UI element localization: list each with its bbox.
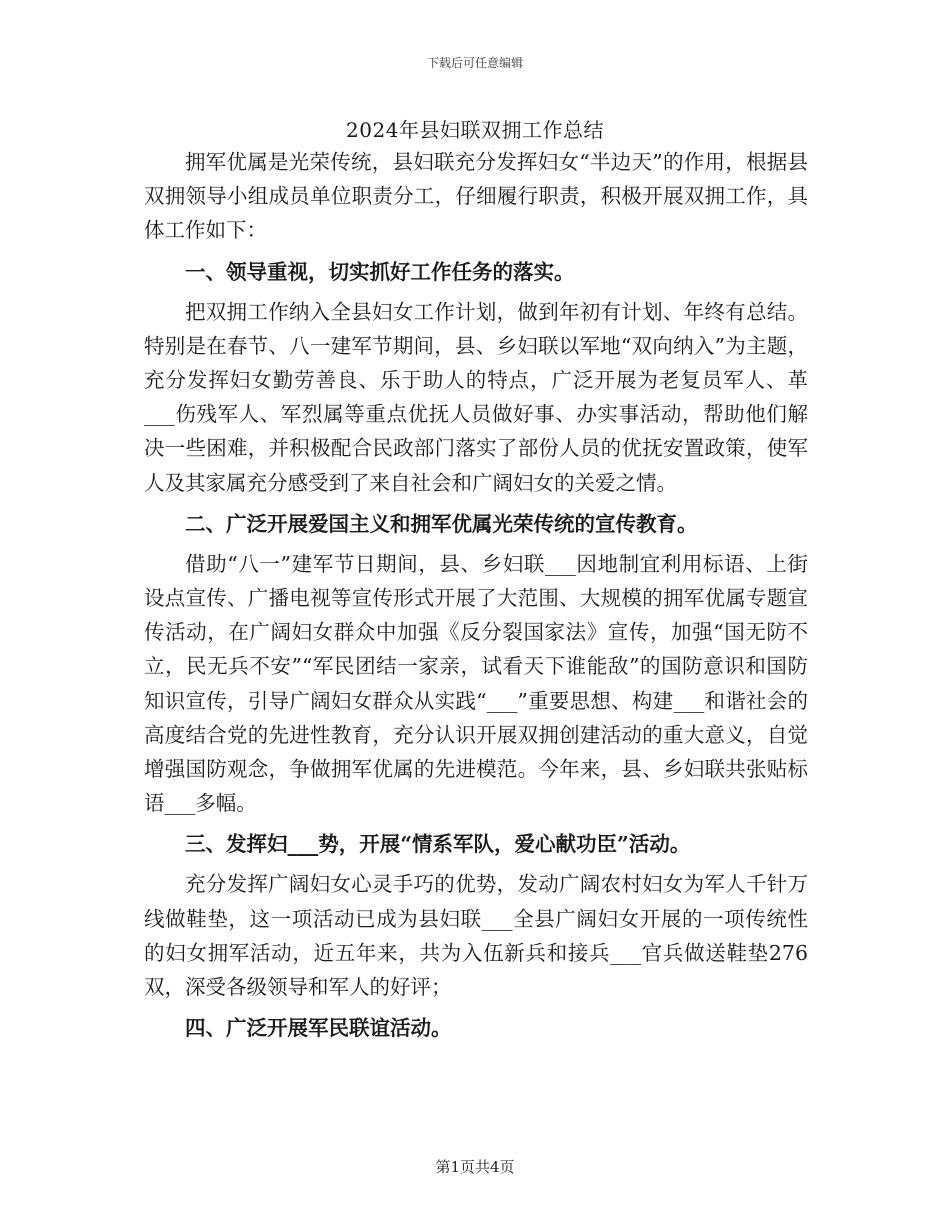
intro-paragraph: 拥军优属是光荣传统，县妇联充分发挥妇女“半边天”的作用，根据县双拥领导小组成员单位职责分工，仔细履行职责，积极开展双拥工作，具体工作如下： — [144, 150, 808, 243]
section-heading-4: 四、广泛开展军民联谊活动。 — [185, 1016, 452, 1041]
section-heading-2: 二、广泛开展爱国主义和拥军优属光荣传统的宣传教育。 — [185, 511, 698, 536]
section-1-paragraph: 把双拥工作纳入全县妇女工作计划，做到年初有计划、年终有总结。特别是在春节、八一建军节期间，县、乡妇联以军地“双向纳入”为主题，充分发挥妇女勤劳善良、乐于助人的特点，广泛开展为老复员军人、革___伤残军人、军烈属等重点优抚人员做好事、办实事活动，帮助他们解决一些困难，并积极配合民政部门落实了部份人员的优抚安置政策，使军人及其家属充分感受到了来自社会和广阔妇女的关爱之情。 — [144, 299, 808, 495]
page-footer: 第1页共4页 — [435, 1158, 515, 1176]
document-title: 2024年县妇联双拥工作总结 — [346, 118, 604, 142]
header-note: 下载后可任意编辑 — [426, 56, 523, 70]
section-2-paragraph: 借助“八一”建军节日期间，县、乡妇联___因地制宜利用标语、上街设点宣传、广播电视等宣传形式开展了大范围、大规模的拥军优属专题宣传活动，在广阔妇女群众中加强《反分裂国家法》宣传，加强“国无防不立，民无兵不安”“军民团结一家亲，试看天下谁能敌”的国防意识和国防知识宣传，引导广阔妇女群众从实践“___”重要思想、构建___和谐社会的高度结合党的先进性教育，充分认识开展双拥创建活动的重大意义，自觉增强国防观念，争做拥军优属的先进模范。今年来，县、乡妇联共张贴标语___多幅。 — [144, 551, 808, 816]
section-3-paragraph: 充分发挥广阔妇女心灵手巧的优势，发动广阔农村妇女为军人千针万线做鞋垫，这一项活动已成为县妇联___全县广阔妇女开展的一项传统性的妇女拥军活动，近五年来，共为入伍新兵和接兵___官兵做送鞋垫276双，深受各级领导和军人的好评； — [144, 872, 808, 1000]
section-heading-3: 三、发挥妇___势，开展“情系军队，爱心献功臣”活动。 — [185, 832, 691, 857]
document-body — [144, 145, 808, 1051]
section-heading-1: 一、领导重视，切实抓好工作任务的落实。 — [185, 259, 575, 284]
